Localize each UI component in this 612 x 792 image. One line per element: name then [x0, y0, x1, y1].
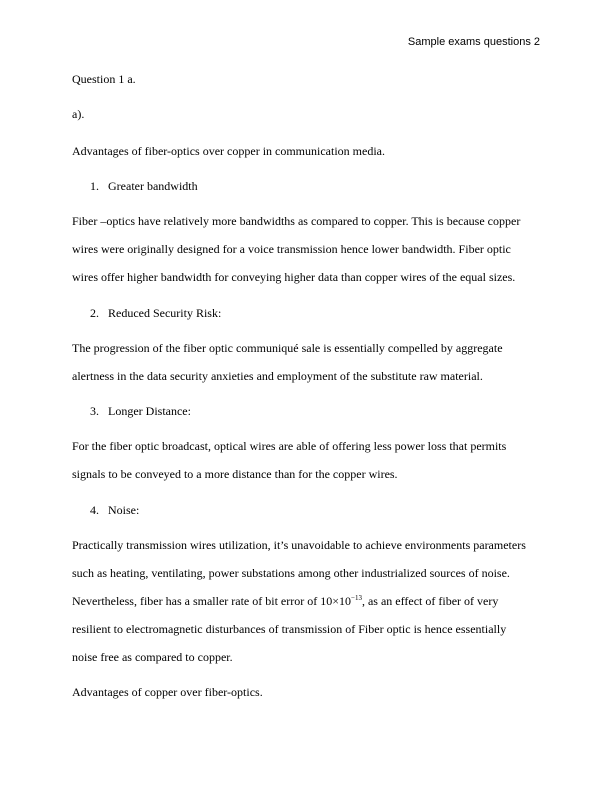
list-item: [90, 306, 221, 320]
paragraph-line: resilient to electromagnetic disturbances of transmission of Fiber optic is hence essentially: [72, 622, 507, 636]
list-item-title: Reduced Security Risk:: [108, 306, 222, 320]
list-item: [90, 503, 139, 517]
paragraph-line: The progression of the fiber optic communiqué sale is essentially compelled by aggregate: [72, 341, 503, 355]
bit-error-text: Nevertheless, fiber has a smaller rate of bit error of 10×10: [72, 594, 351, 608]
list-item-title: Greater bandwidth: [108, 179, 198, 193]
paragraph-line: noise free as compared to copper.: [72, 650, 233, 664]
paragraph-line-bit-error: [72, 594, 498, 608]
question-heading: Question 1 a.: [72, 72, 136, 86]
paragraph-line: Practically transmission wires utilization, it’s unavoidable to achieve environments parameters: [72, 538, 526, 552]
list-item-title: Longer Distance:: [108, 404, 191, 418]
paragraph-line: Fiber –optics have relatively more bandwidths as compared to copper. This is because copper: [72, 214, 521, 228]
paragraph-line: signals to be conveyed to a more distance than for the copper wires.: [72, 467, 398, 481]
section-title: Advantages of copper over fiber-optics.: [72, 685, 263, 699]
list-number: 3.: [90, 404, 99, 418]
paragraph-line: wires were originally designed for a voice transmission hence lower bandwidth. Fiber optic: [72, 242, 511, 256]
list-number: 1.: [90, 179, 99, 193]
list-number: 4.: [90, 503, 99, 517]
list-item: [90, 404, 191, 418]
list-item: [90, 179, 198, 193]
running-header: Sample exams questions 2: [407, 36, 540, 48]
paragraph-line: alertness in the data security anxieties and employment of the substitute raw material.: [72, 369, 483, 383]
paragraph-line: wires offer higher bandwidth for conveying higher data than copper wires of the equal sizes.: [72, 270, 516, 284]
part-label: a).: [72, 107, 85, 121]
paragraph-line: such as heating, ventilating, power substations among other industrialized sources of noise.: [72, 566, 510, 580]
list-number: 2.: [90, 306, 99, 320]
paragraph-line: For the fiber optic broadcast, optical wires are able of offering less power loss that permits: [72, 439, 507, 453]
section-title: Advantages of fiber-optics over copper in communication media.: [72, 144, 385, 158]
list-item-title: Noise:: [108, 503, 140, 517]
bit-error-exponent: −13: [351, 594, 362, 602]
bit-error-text-after: , as an effect of fiber of very: [361, 594, 499, 608]
